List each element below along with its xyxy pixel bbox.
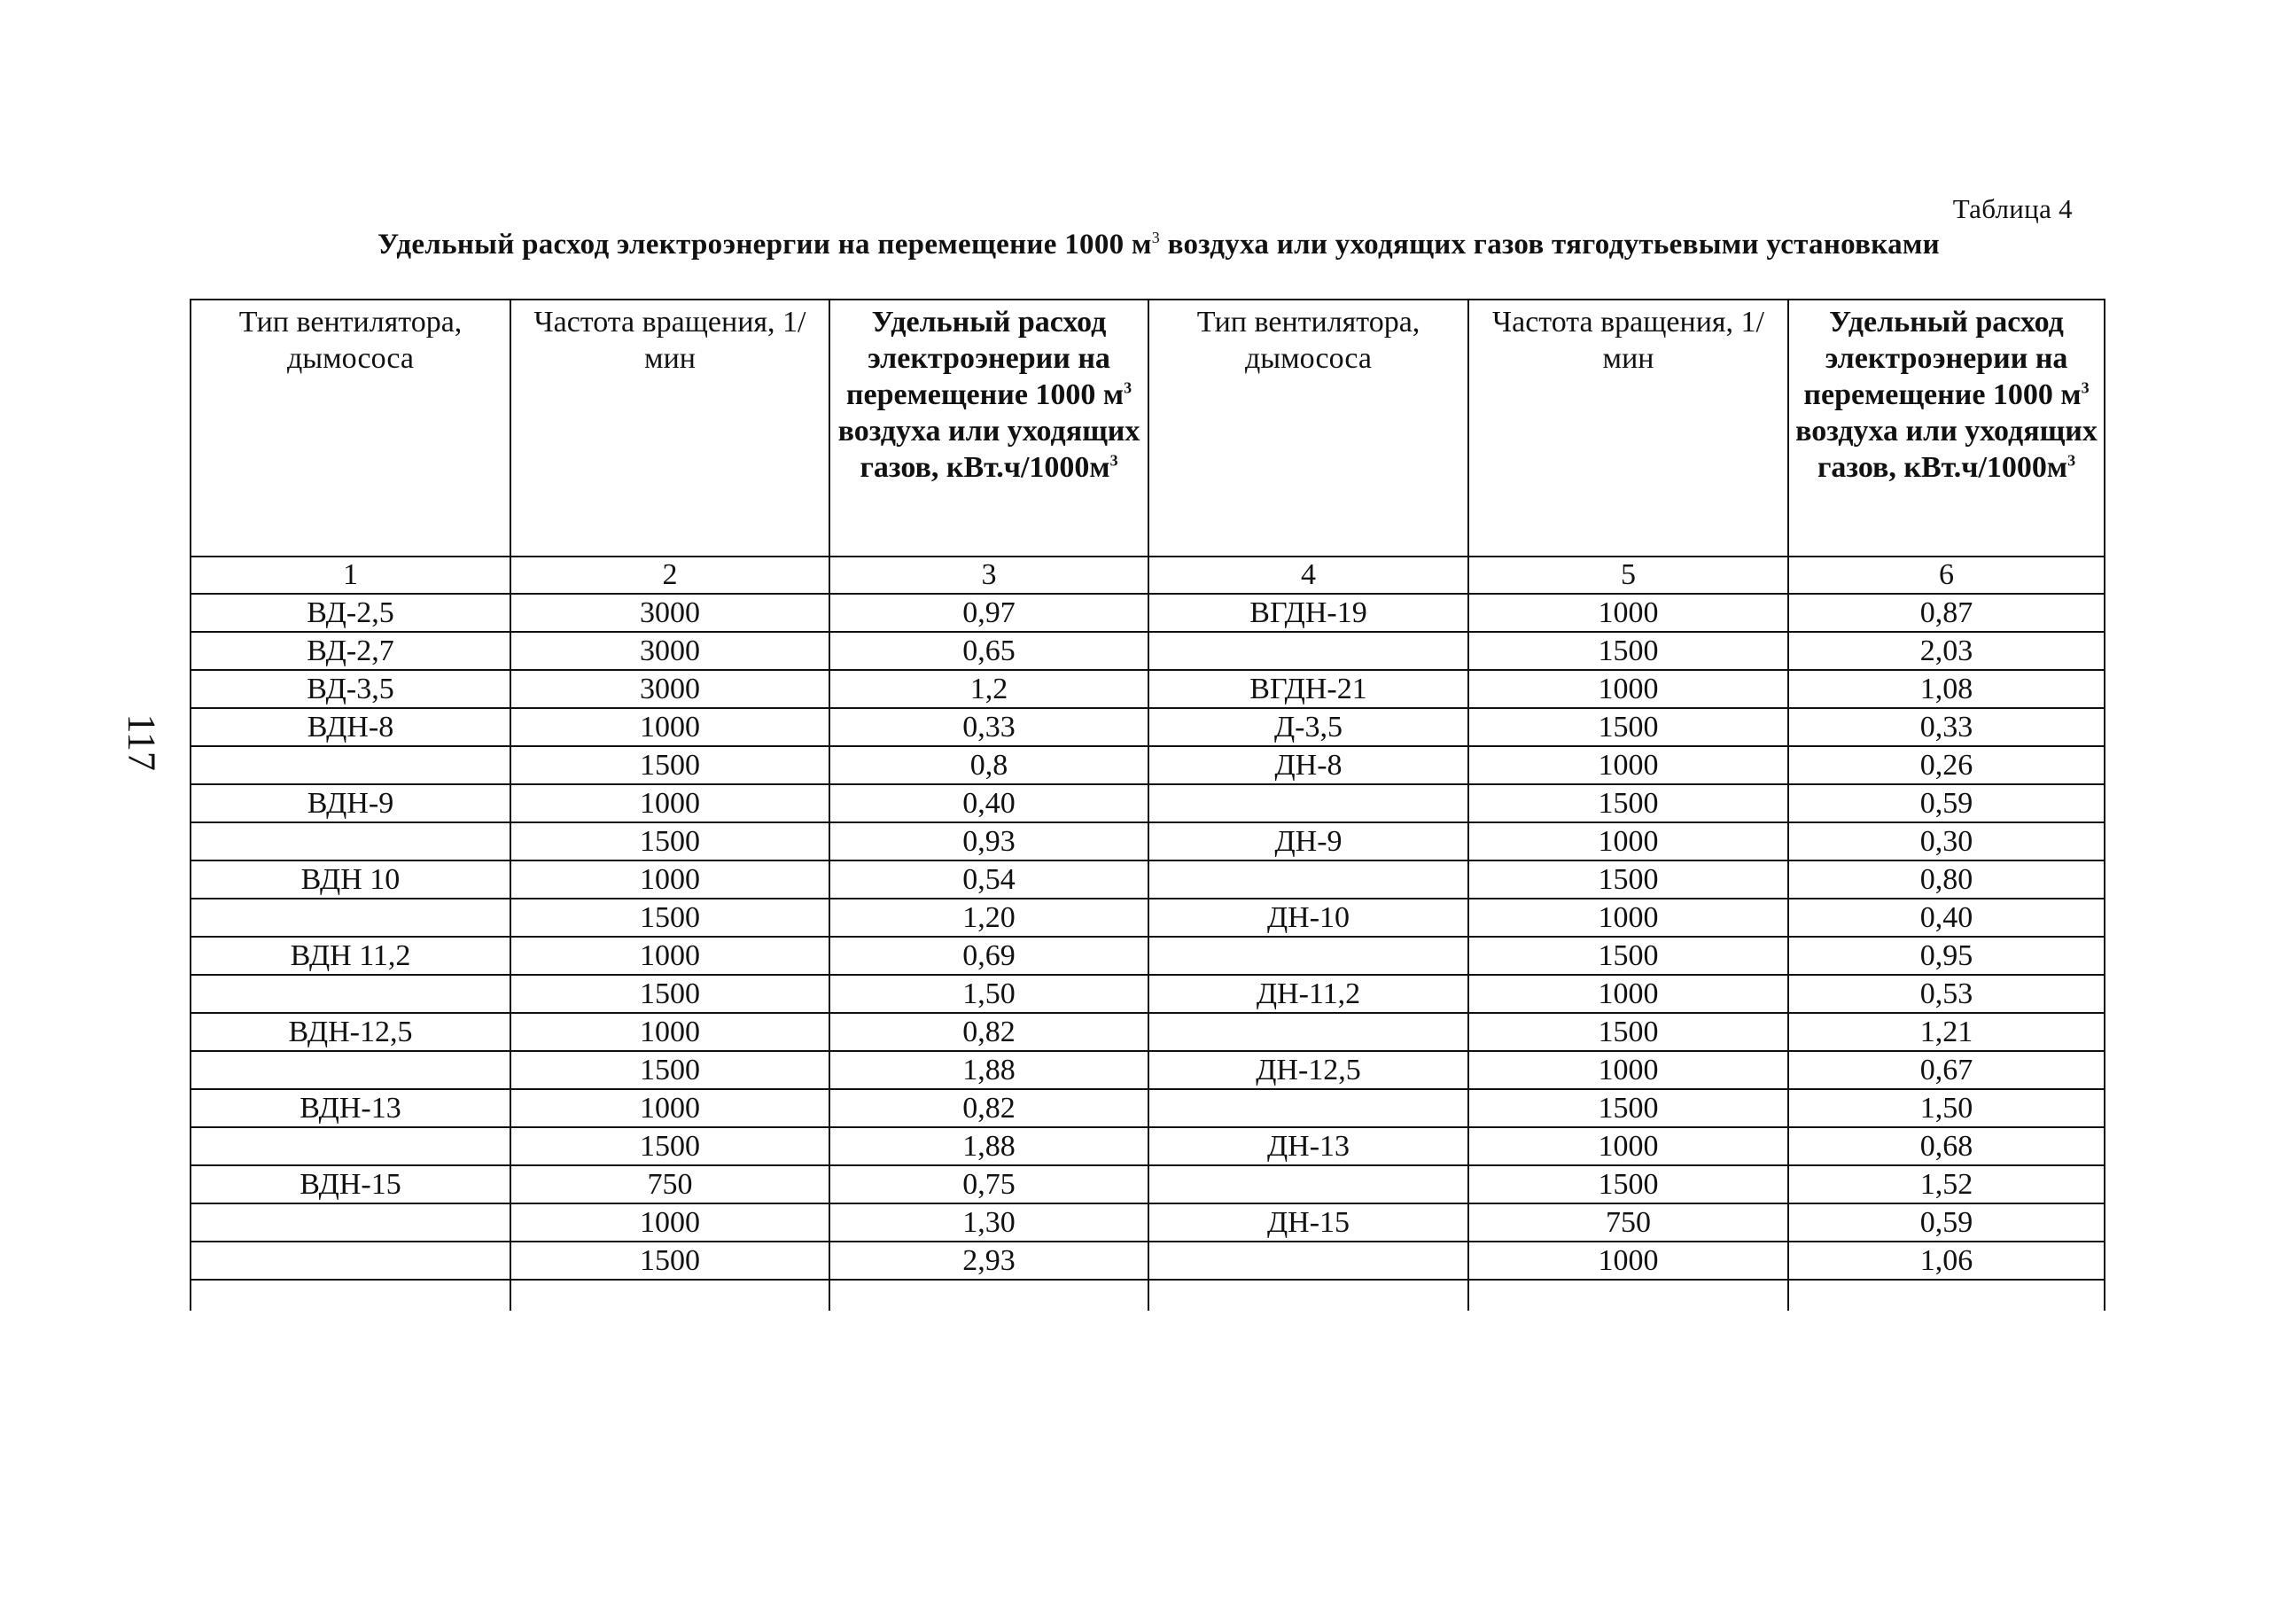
table-row xyxy=(191,937,2105,975)
table-cell: 1,06 xyxy=(1788,1242,2105,1280)
table-cell: 0,8 xyxy=(829,746,1148,784)
energy-consumption-table xyxy=(190,299,2105,1311)
table-cell xyxy=(1148,1013,1468,1051)
table-cell: 1,88 xyxy=(829,1051,1148,1089)
table-cell: 1,20 xyxy=(829,899,1148,937)
table-cell: ДН-10 xyxy=(1148,899,1468,937)
table-cell: 0,97 xyxy=(829,594,1148,632)
table-cell xyxy=(1148,860,1468,899)
table-cell: ВДН-9 xyxy=(191,784,510,822)
column-number: 2 xyxy=(510,557,829,594)
table-cell: 1000 xyxy=(510,708,829,746)
table-cell xyxy=(191,822,510,860)
table-cell: 1500 xyxy=(1468,1165,1788,1203)
column-number: 4 xyxy=(1148,557,1468,594)
table-cell: ВДН-15 xyxy=(191,1165,510,1203)
table-row xyxy=(191,822,2105,860)
table-cell: 1,08 xyxy=(1788,670,2105,708)
column-number-row xyxy=(191,557,2105,594)
table-cell: 1000 xyxy=(510,1203,829,1242)
column-number: 1 xyxy=(191,557,510,594)
table-cell: ДН-9 xyxy=(1148,822,1468,860)
table-cell: 1500 xyxy=(510,975,829,1013)
table-row xyxy=(191,1127,2105,1165)
table-row xyxy=(191,708,2105,746)
empty-cell xyxy=(1788,1280,2105,1311)
empty-cell xyxy=(510,1280,829,1311)
table-cell: ВДН-8 xyxy=(191,708,510,746)
table-cell: 1,50 xyxy=(1788,1089,2105,1127)
table-cell: 1000 xyxy=(1468,899,1788,937)
table-cell: ВДН-13 xyxy=(191,1089,510,1127)
table-cell: 0,80 xyxy=(1788,860,2105,899)
table-cell: 1500 xyxy=(1468,860,1788,899)
table-cell: ВДН 10 xyxy=(191,860,510,899)
table-cell: ВД-2,5 xyxy=(191,594,510,632)
table-row xyxy=(191,1013,2105,1051)
table-row xyxy=(191,1051,2105,1089)
table-cell: 0,82 xyxy=(829,1089,1148,1127)
empty-cell xyxy=(829,1280,1148,1311)
table-cell: 1000 xyxy=(1468,975,1788,1013)
table-cell: 0,65 xyxy=(829,632,1148,670)
table-cell: 0,30 xyxy=(1788,822,2105,860)
table-cell: 1500 xyxy=(1468,937,1788,975)
table-title xyxy=(0,229,2296,261)
table-cell xyxy=(1148,632,1468,670)
table-cell: 0,69 xyxy=(829,937,1148,975)
empty-cell xyxy=(1468,1280,1788,1311)
title-text: Удельный расход электроэнергии на перемещение 1000 м xyxy=(377,229,1152,261)
table-cell: 1,50 xyxy=(829,975,1148,1013)
header-cell: Тип вентилятора, дымососа xyxy=(1148,300,1468,557)
table-cell: 1000 xyxy=(1468,746,1788,784)
table-cell: Д-3,5 xyxy=(1148,708,1468,746)
table-trailing-row xyxy=(191,1280,2105,1311)
table-row xyxy=(191,784,2105,822)
table-cell: 1000 xyxy=(510,937,829,975)
header-cell: Частота вращения, 1/мин xyxy=(510,300,829,557)
title-text-end: воздуха или уходящих газов тягодутьевыми установками xyxy=(1160,229,1940,261)
table-cell: 1500 xyxy=(1468,632,1788,670)
table-cell xyxy=(191,1242,510,1280)
table-cell: 750 xyxy=(1468,1203,1788,1242)
table-cell: ДН-12,5 xyxy=(1148,1051,1468,1089)
table-row xyxy=(191,670,2105,708)
table-cell xyxy=(191,1203,510,1242)
table-cell: 0,75 xyxy=(829,1165,1148,1203)
table-cell: 1000 xyxy=(510,860,829,899)
header-cell: Тип вентилятора, дымососа xyxy=(191,300,510,557)
table-row xyxy=(191,1203,2105,1242)
header-cell: Удельный расход электроэнерии на перемещение 1000 $м^3$ воздуха или уходящих газов, $кВт.ч/1000м^3$ xyxy=(829,300,1148,557)
table-cell: 1500 xyxy=(1468,784,1788,822)
table-cell: 0,87 xyxy=(1788,594,2105,632)
table-cell: 1,88 xyxy=(829,1127,1148,1165)
column-number: 3 xyxy=(829,557,1148,594)
table-cell: 1500 xyxy=(510,1242,829,1280)
table-cell: 0,54 xyxy=(829,860,1148,899)
table-cell: 1000 xyxy=(1468,670,1788,708)
table-cell: 0,67 xyxy=(1788,1051,2105,1089)
table-cell: ВГДН-21 xyxy=(1148,670,1468,708)
table-cell: 1500 xyxy=(510,1127,829,1165)
table-cell xyxy=(191,1127,510,1165)
table-cell: 1000 xyxy=(1468,594,1788,632)
table-cell: 1,30 xyxy=(829,1203,1148,1242)
table-cell: 1500 xyxy=(510,1051,829,1089)
table-cell: 1,52 xyxy=(1788,1165,2105,1203)
table-cell: 0,59 xyxy=(1788,784,2105,822)
table-cell xyxy=(191,1051,510,1089)
table-cell xyxy=(1148,1242,1468,1280)
table-label: Таблица 4 xyxy=(1952,193,2073,224)
table-row xyxy=(191,1242,2105,1280)
table-row xyxy=(191,975,2105,1013)
table-cell: ДН-11,2 xyxy=(1148,975,1468,1013)
table-cell: 0,53 xyxy=(1788,975,2105,1013)
table-cell: ВДН 11,2 xyxy=(191,937,510,975)
table-cell: ДН-15 xyxy=(1148,1203,1468,1242)
table-cell xyxy=(1148,1089,1468,1127)
table-row xyxy=(191,632,2105,670)
table-cell: 1000 xyxy=(1468,1242,1788,1280)
page-number: 117 xyxy=(120,713,164,771)
table-cell: 0,33 xyxy=(829,708,1148,746)
column-number: 6 xyxy=(1788,557,2105,594)
table-cell: 1000 xyxy=(510,1013,829,1051)
table-cell: 1000 xyxy=(1468,1051,1788,1089)
table-cell xyxy=(191,899,510,937)
empty-cell xyxy=(191,1280,510,1311)
header-cell: Удельный расход электроэнерии на перемещение 1000 $м^3$ воздуха или уходящих газов, $кВт.ч/1000м^3$ xyxy=(1788,300,2105,557)
title-superscript: 3 xyxy=(1151,229,1161,246)
table-cell: 0,95 xyxy=(1788,937,2105,975)
table-row xyxy=(191,1089,2105,1127)
table-row xyxy=(191,746,2105,784)
table-cell: 1500 xyxy=(1468,708,1788,746)
table-cell: 1000 xyxy=(1468,1127,1788,1165)
header-row xyxy=(191,300,2105,557)
table-cell xyxy=(1148,937,1468,975)
table-cell: 0,82 xyxy=(829,1013,1148,1051)
empty-cell xyxy=(1148,1280,1468,1311)
table-cell: ВД-2,7 xyxy=(191,632,510,670)
table-cell: 1000 xyxy=(1468,822,1788,860)
table-cell: 1,2 xyxy=(829,670,1148,708)
table-cell: 0,68 xyxy=(1788,1127,2105,1165)
table-cell: 1000 xyxy=(510,1089,829,1127)
table-cell: 750 xyxy=(510,1165,829,1203)
table-cell xyxy=(1148,1165,1468,1203)
table-row xyxy=(191,899,2105,937)
table-cell: 3000 xyxy=(510,594,829,632)
table-cell: 1500 xyxy=(1468,1013,1788,1051)
table-row xyxy=(191,860,2105,899)
table-cell: 1500 xyxy=(510,899,829,937)
table-cell: 3000 xyxy=(510,670,829,708)
table-cell: 1000 xyxy=(510,784,829,822)
table-cell: 0,93 xyxy=(829,822,1148,860)
table-cell: 1500 xyxy=(1468,1089,1788,1127)
table-cell: ВГДН-19 xyxy=(1148,594,1468,632)
table-cell: ВД-3,5 xyxy=(191,670,510,708)
table-cell: ВДН-12,5 xyxy=(191,1013,510,1051)
header-cell: Частота вращения, 1/мин xyxy=(1468,300,1788,557)
table-cell xyxy=(191,746,510,784)
table-cell: ДН-13 xyxy=(1148,1127,1468,1165)
table-cell: 2,93 xyxy=(829,1242,1148,1280)
table-cell xyxy=(191,975,510,1013)
table-cell: 0,59 xyxy=(1788,1203,2105,1242)
column-number: 5 xyxy=(1468,557,1788,594)
table-cell: 1,21 xyxy=(1788,1013,2105,1051)
table-cell: 2,03 xyxy=(1788,632,2105,670)
table-cell: 0,26 xyxy=(1788,746,2105,784)
table-cell: 0,40 xyxy=(1788,899,2105,937)
table-cell: 0,40 xyxy=(829,784,1148,822)
table-row xyxy=(191,594,2105,632)
table-row xyxy=(191,1165,2105,1203)
table-cell: ДН-8 xyxy=(1148,746,1468,784)
table-cell: 1500 xyxy=(510,822,829,860)
table-cell xyxy=(1148,784,1468,822)
table-cell: 0,33 xyxy=(1788,708,2105,746)
table-cell: 1500 xyxy=(510,746,829,784)
table-cell: 3000 xyxy=(510,632,829,670)
